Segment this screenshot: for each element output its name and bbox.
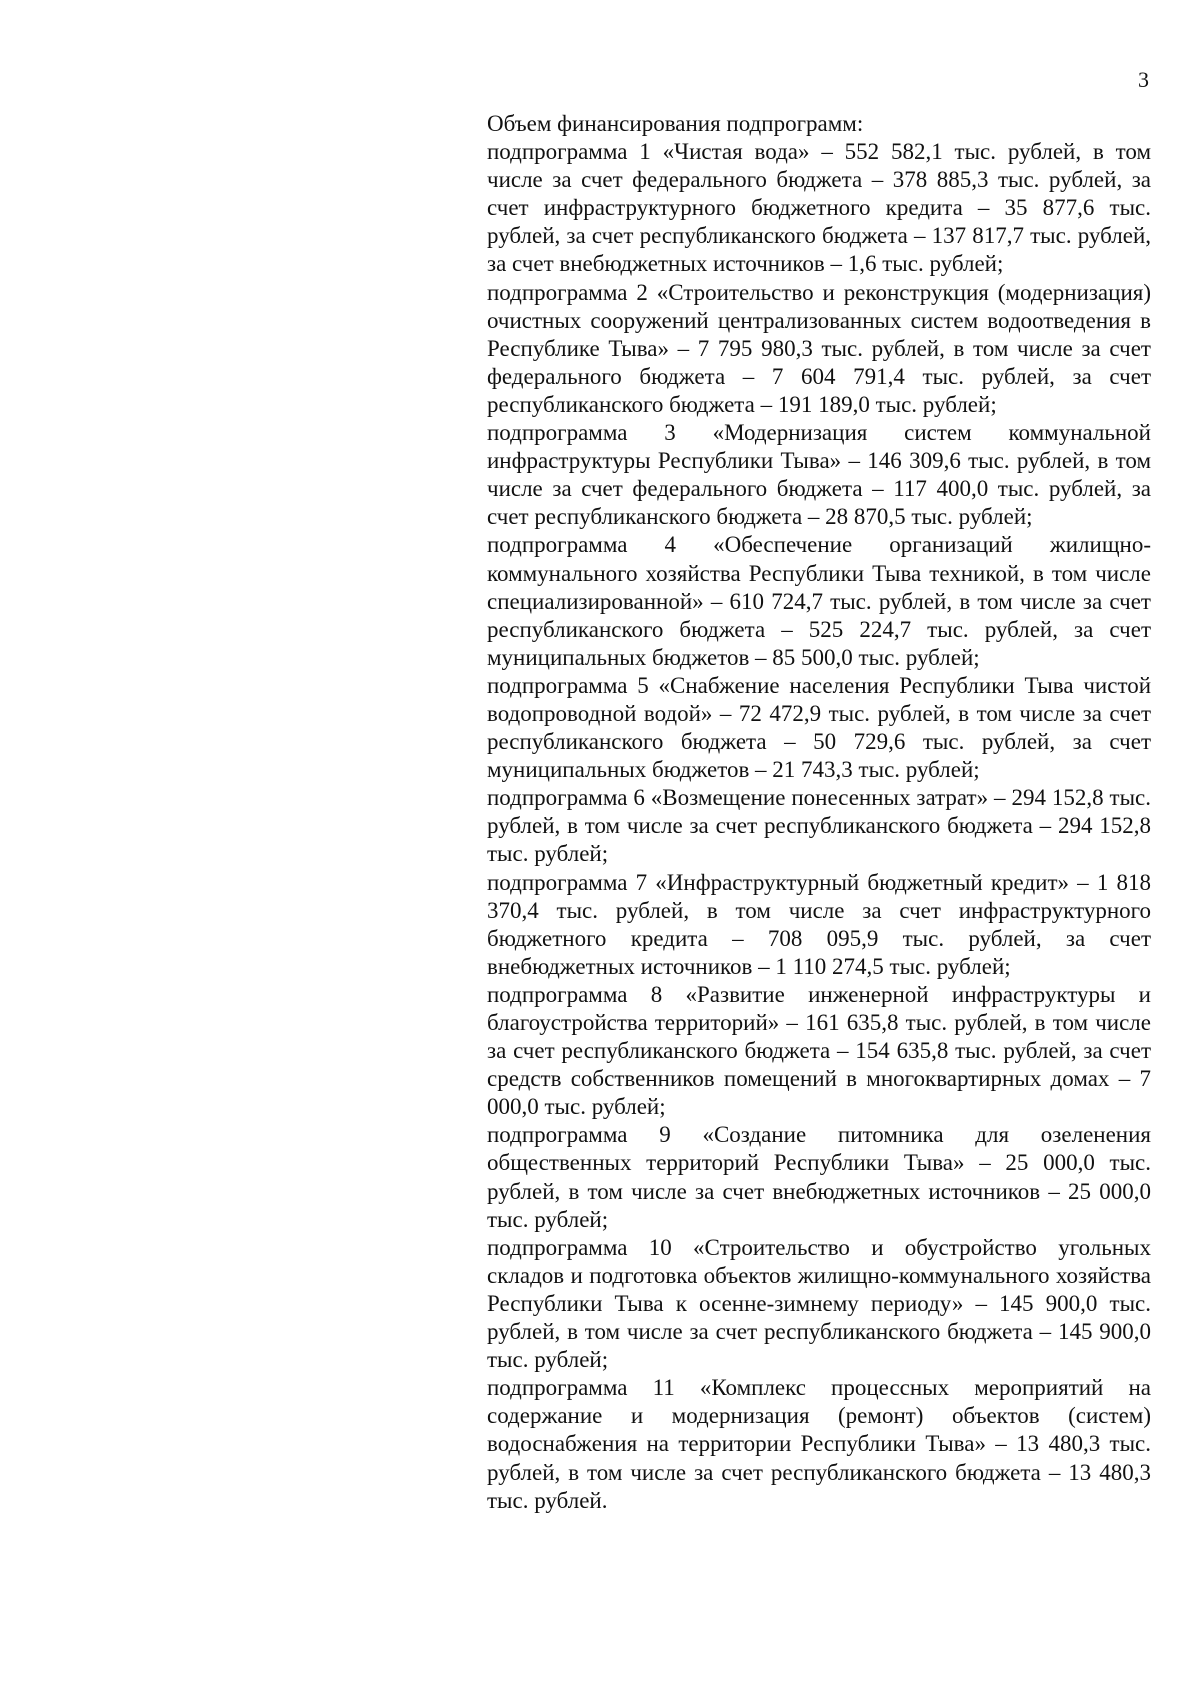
subprogram-5-paragraph: подпрограмма 5 «Снабжение населения Республики Тыва чистой водопроводной водой» – 72 472,9 тыс. рублей, в том числе за счет республиканского бюджета – 50 729,6 тыс. рублей, за счет муниципальных бюджетов – 21 743,3 тыс. рублей; (487, 672, 1151, 783)
subprogram-2-paragraph: подпрограмма 2 «Строительство и реконструкция (модернизация) очистных сооружений централизованных систем водоотведения в Республике Тыва» – 7 795 980,3 тыс. рублей, в том числе за счет федерального бюджета – 7 604 791,4 тыс. рублей, за счет республиканского бюджета – 191 189,0 тыс. рублей; (487, 279, 1151, 417)
subprogram-10-paragraph: подпрограмма 10 «Строительство и обустройство угольных складов и подготовка объектов жилищно-коммунального хозяйства Республики Тыва к осенне-зимнему периоду» – 145 900,0 тыс. рублей, в том числе за счет республиканского бюджета – 145 900,0 тыс. рублей; (487, 1234, 1151, 1373)
subprogram-3-paragraph: подпрограмма 3 «Модернизация систем коммунальной инфраструктуры Республики Тыва» – 146 309,6 тыс. рублей, в том числе за счет федерального бюджета – 117 400,0 тыс. рублей, за счет республиканского бюджета – 28 870,5 тыс. рублей; (487, 420, 1151, 530)
subprogram-4-paragraph: подпрограмма 4 «Обеспечение организаций жилищно-коммунального хозяйства Республики Тыва техникой, в том числе специализированной» – 610 724,7 тыс. рублей, в том числе за счет республиканского бюджета – 525 224,7 тыс. рублей, за счет муниципальных бюджетов – 85 500,0 тыс. рублей; (487, 532, 1151, 670)
section-heading: Объем финансирования подпрограмм: (487, 111, 864, 136)
subprogram-1-paragraph: подпрограмма 1 «Чистая вода» – 552 582,1 тыс. рублей, в том числе за счет федерального бюджета – 378 885,3 тыс. рублей, за счет инфраструктурного бюджетного кредита – 35 877,6 тыс. рублей, за счет республиканского бюджета – 137 817,7 тыс. рублей, за счет внебюджетных источников – 1,6 тыс. рублей; (487, 139, 1151, 277)
financing-section (487, 110, 1151, 1515)
page-number: 3 (1138, 67, 1149, 92)
subprogram-7-paragraph: подпрограмма 7 «Инфраструктурный бюджетный кредит» – 1 818 370,4 тыс. рублей, в том числе за счет инфраструктурного бюджетного кредита – 708 095,9 тыс. рублей, за счет внебюджетных источников – 1 110 274,5 тыс. рублей; (487, 869, 1151, 979)
subprogram-11-paragraph: подпрограмма 11 «Комплекс процессных мероприятий на содержание и модернизация (ремонт) объектов (систем) водоснабжения на территории Республики Тыва» – 13 480,3 тыс. рублей, в том числе за счет республиканского бюджета – 13 480,3 тыс. рублей. (487, 1375, 1151, 1513)
subprogram-9-paragraph: подпрограмма 9 «Создание питомника для озеленения общественных территорий Республики Тыва» – 25 000,0 тыс. рублей, в том числе за счет внебюджетных источников – 25 000,0 тыс. рублей; (487, 1122, 1151, 1232)
subprogram-8-paragraph: подпрограмма 8 «Развитие инженерной инфраструктуры и благоустройства территорий» – 161 635,8 тыс. рублей, в том числе за счет республиканского бюджета – 154 635,8 тыс. рублей, за счет средств собственников помещений в многоквартирных домах – 7 000,0 тыс. рублей; (487, 981, 1151, 1120)
subprogram-6-paragraph: подпрограмма 6 «Возмещение понесенных затрат» – 294 152,8 тыс. рублей, в том числе за счет республиканского бюджета – 294 152,8 тыс. рублей; (487, 785, 1151, 867)
